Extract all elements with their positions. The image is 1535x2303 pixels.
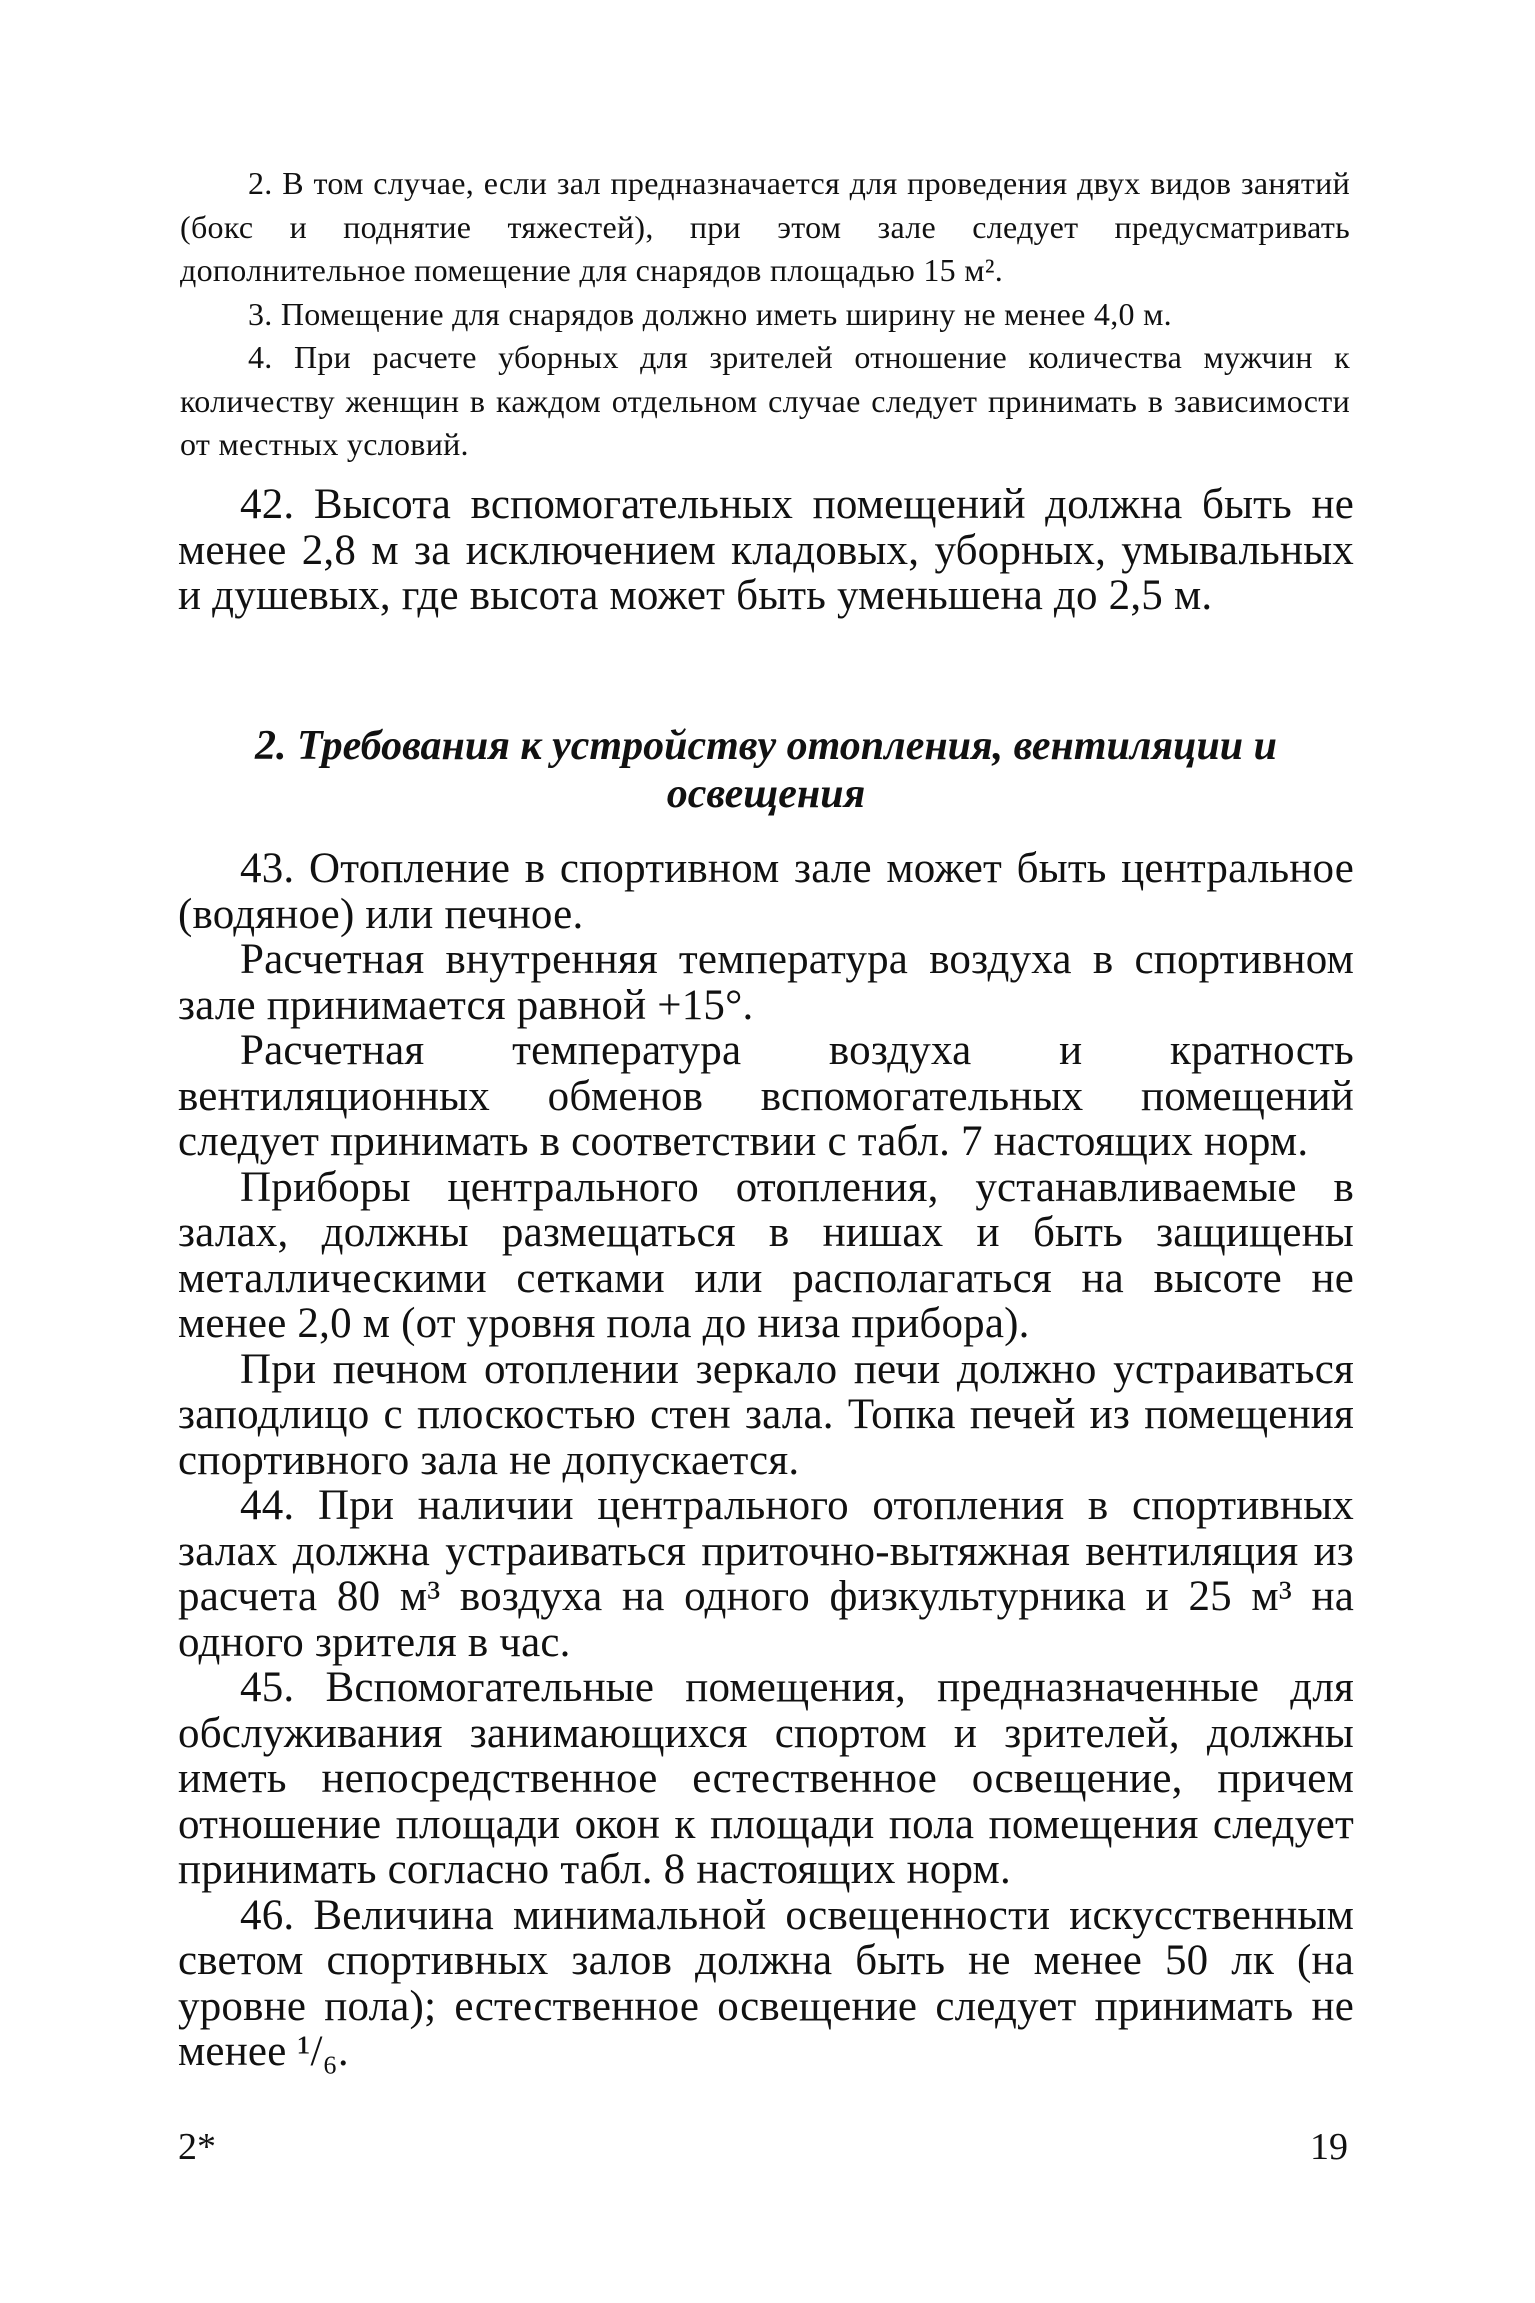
paragraph-43: 43. Отопление в спортивном зале может быть центральное (водяное) или печное.	[178, 845, 1354, 938]
paragraph-44: 44. При наличии центрального отопления в спортивных залах должна устраиваться приточно-вытяжная вентиляция из расчета 80 м³ воздуха на одного физкультурника и 25 м³ на одного зрителя в час.	[178, 1482, 1354, 1666]
section-heading: 2. Требования к устройству отопления, вентиляции и освещения	[254, 723, 1278, 817]
note-3: 3. Помещение для снарядов должно иметь ширину не менее 4,0 м.	[248, 295, 1172, 332]
paragraph-43-heating-devices: Приборы центрального отопления, устанавливаемые в залах, должны размещаться в нишах и быть защищены металлическими сетками или располагаться на высоте не менее 2,0 м (от уровня пола до низа прибора).	[178, 1163, 1354, 1347]
paragraph-42-block	[178, 482, 1354, 619]
paragraph-46: 46. Величина минимальной освещенности искусственным светом спортивных залов должна быть не менее 50 лк (на уровне пола); естественное освещение следует принимать не менее ¹/₆.	[178, 1891, 1354, 2075]
page-number: 19	[1310, 2126, 1348, 2168]
notes-block	[180, 162, 1350, 467]
paragraph-43-ventilation: Расчетная температура воздуха и кратность вентиляционных обменов вспомогательных помещений следует принимать в соответствии с табл. 7 настоящих норм.	[178, 1027, 1354, 1165]
section-body	[178, 846, 1354, 2075]
paragraph-43-stove: При печном отоплении зеркало печи должно устраиваться заподлицо с плоскостью стен зала. Топка печей из помещения спортивного зала не допускается.	[178, 1345, 1354, 1484]
paragraph-42: 42. Высота вспомогательных помещений должна быть не менее 2,8 м за исключением кладовых, уборных, умывальных и душевых, где высота может быть уменьшена до 2,5 м.	[178, 481, 1354, 619]
note-2: 2. В том случае, если зал предназначается для проведения двух видов занятий (бокс и поднятие тяжестей), при этом зале следует предусматривать дополнительное помещение для снарядов площадью 15 м².	[180, 165, 1350, 288]
paragraph-45: 45. Вспомогательные помещения, предназначенные для обслуживания занимающихся спортом и зрителей, должны иметь непосредственное естественное освещение, причем отношение площади окон к площади пола помещения следует принимать согласно табл. 8 настоящих норм.	[178, 1664, 1354, 1893]
note-4: 4. При расчете уборных для зрителей отношение количества мужчин к количеству женщин в каждом отдельном случае следует принимать в зависимости от местных условий.	[180, 339, 1350, 462]
signature-mark: 2*	[178, 2126, 216, 2168]
paragraph-43-temperature: Расчетная внутренняя температура воздуха в спортивном зале принимается равной +15°.	[178, 936, 1354, 1029]
